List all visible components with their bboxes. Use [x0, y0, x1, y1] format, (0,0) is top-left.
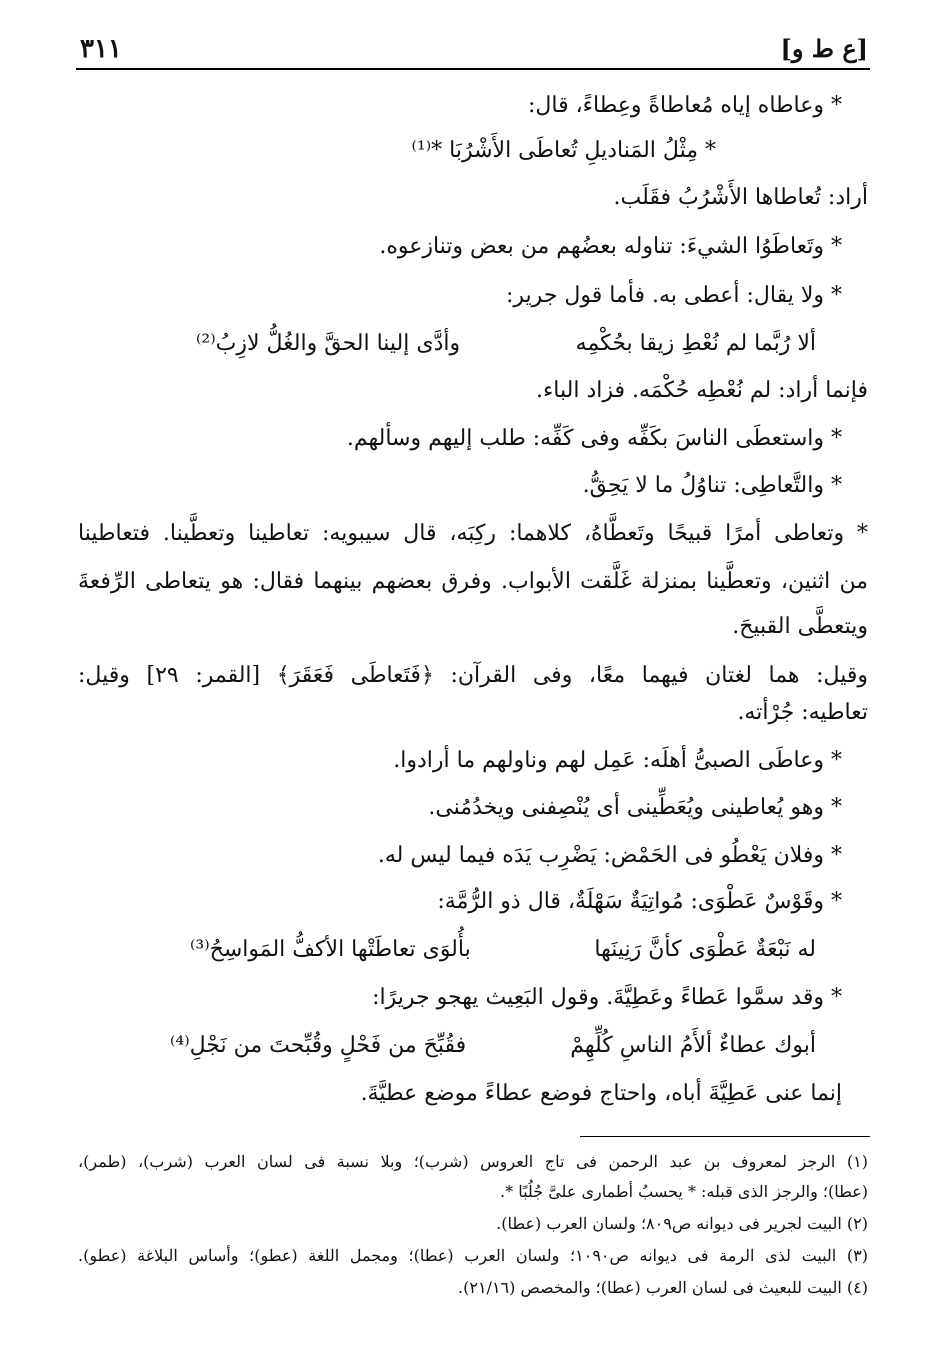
verse-hemistich-first: أبوك عطاءٌ ألأَمُ الناسِ كُلِّهِمْ — [570, 1033, 816, 1058]
text-line: وقيل: هما لغتان فيهما معًا، وفى القرآن: ﴿فَتَعاطَى فَعَقَرَ﴾ [القمر: ٢٩] وقيل: — [78, 663, 869, 688]
verse-hemistich-second: بأُلوَى تعاطَتْها الأكفُّ المَواسِحُ⁽³⁾ — [190, 937, 471, 962]
text-line: * والتَّعاطِى: تناوُلُ ما لا يَحِقُّ. — [582, 473, 842, 498]
footnote-line: (٤) البيت للبعيث فى لسان العرب (عطا)؛ والمخصص (٢١/١٦). — [458, 1278, 868, 1297]
verse-hemistich-first: له نَبْعَةٌ عَطْوَى كأنَّ رَنِينَها — [594, 937, 816, 962]
text-line: إنما عنى عَطِيَّةَ أباه، واحتاج فوضع عطاءً موضع عطيَّةَ. — [360, 1081, 842, 1106]
text-line: * وهو يُعاطينى ويُعَطِّينى أى يُنْصِفنى ويخدُمُنى. — [428, 795, 842, 820]
footnote-line: (١) الرجز لمعروف بن عبد الرحمن فى تاج العروس (شرب)؛ وبلا نسبة فى لسان العرب (شرب)، (طمر)، — [78, 1152, 868, 1171]
text-line: * وفلان يَعْطُو فى الحَمْض: يَضْرِب يَدَه فيما ليس له. — [377, 843, 842, 868]
text-line: * وتعاطى أمرًا قبيحًا وتَعطَّاهُ، كلاهما: ركِبَه، قال سيبويه: تعاطينا وتعطَّينا. فتعاطينا — [78, 521, 868, 546]
footnote-line: (عطا)؛ والرجز الذى قبله: * يحسبُ أطمارى علىَّ جُلُبًا *. — [500, 1182, 868, 1201]
page-header — [80, 30, 868, 70]
footnote-line: (٢) البيت لجرير فى ديوانه ص٨٠٩؛ ولسان العرب (عطا). — [496, 1214, 868, 1233]
page-number: ٣١١ — [80, 34, 122, 64]
footnote-line: (٣) البيت لذى الرمة فى ديوانه ص١٠٩٠؛ ولسان العرب (عطا)؛ ومجمل اللغة (عطو)؛ وأساس البلاغة (عطو). — [78, 1246, 869, 1265]
verse-hemistich-first: ألا رُبَّما لم نُعْطِ زيقا بحُكْمِه — [575, 331, 816, 356]
text-line: من اثنين، وتعطَّينا بمنزلة غَلَّقت الأبواب. وفرق بعضهم بينهما فقال: هو يتعاطى الرِّفعةَ — [78, 569, 868, 594]
section-heading: [ع ط و] — [780, 34, 868, 63]
header-rule — [76, 68, 870, 70]
text-line: * وقد سمَّوا عَطاءً وعَطِيَّةَ. وقول البَعِيث يهجو جريرًا: — [372, 985, 842, 1010]
text-line: أراد: تُعاطاها الأَشْرُبُ فقَلَب. — [613, 185, 868, 210]
text-line: ويتعطَّى القبيحَ. — [732, 614, 868, 639]
text-line: * واستعطَى الناسَ بكَفِّه وفى كَفِّه: طلب إليهم وسألهم. — [346, 426, 842, 451]
text-line: * مِثْلُ المَناديلِ تُعاطَى الأَشْرُبَا *⁽¹⁾ — [411, 138, 716, 163]
text-line: تعاطيه: جُرْأته. — [737, 700, 868, 725]
verse-hemistich-second: وأدَّى إلينا الحقَّ والغُلُّ لازِبُ⁽²⁾ — [196, 331, 461, 356]
text-line: * وعاطَى الصبىُّ أهلَه: عَمِل لهم وناولهم ما أرادوا. — [393, 748, 842, 773]
text-line: * وقَوْسٌ عَطْوَى: مُواتِيَةٌ سَهْلَةٌ، قال ذو الرُّمَّة: — [437, 889, 842, 914]
verse-hemistich-second: فقُبِّحَ من فَحْلٍ وقُبِّحتَ من نَجْلِ⁽⁴⁾ — [170, 1033, 467, 1058]
text-line: فإنما أراد: لم نُعْطِه حُكْمَه. فزاد الباء. — [535, 378, 868, 403]
text-line: * وتَعاطَوُا الشيءَ: تناوله بعضُهم من بعض وتنازعوه. — [379, 234, 842, 259]
footnote-rule — [580, 1136, 870, 1137]
text-line: * ولا يقال: أعطى به. فأما قول جرير: — [506, 283, 842, 308]
text-line: * وعاطاه إياه مُعاطاةً وعِطاءً، قال: — [527, 93, 842, 118]
